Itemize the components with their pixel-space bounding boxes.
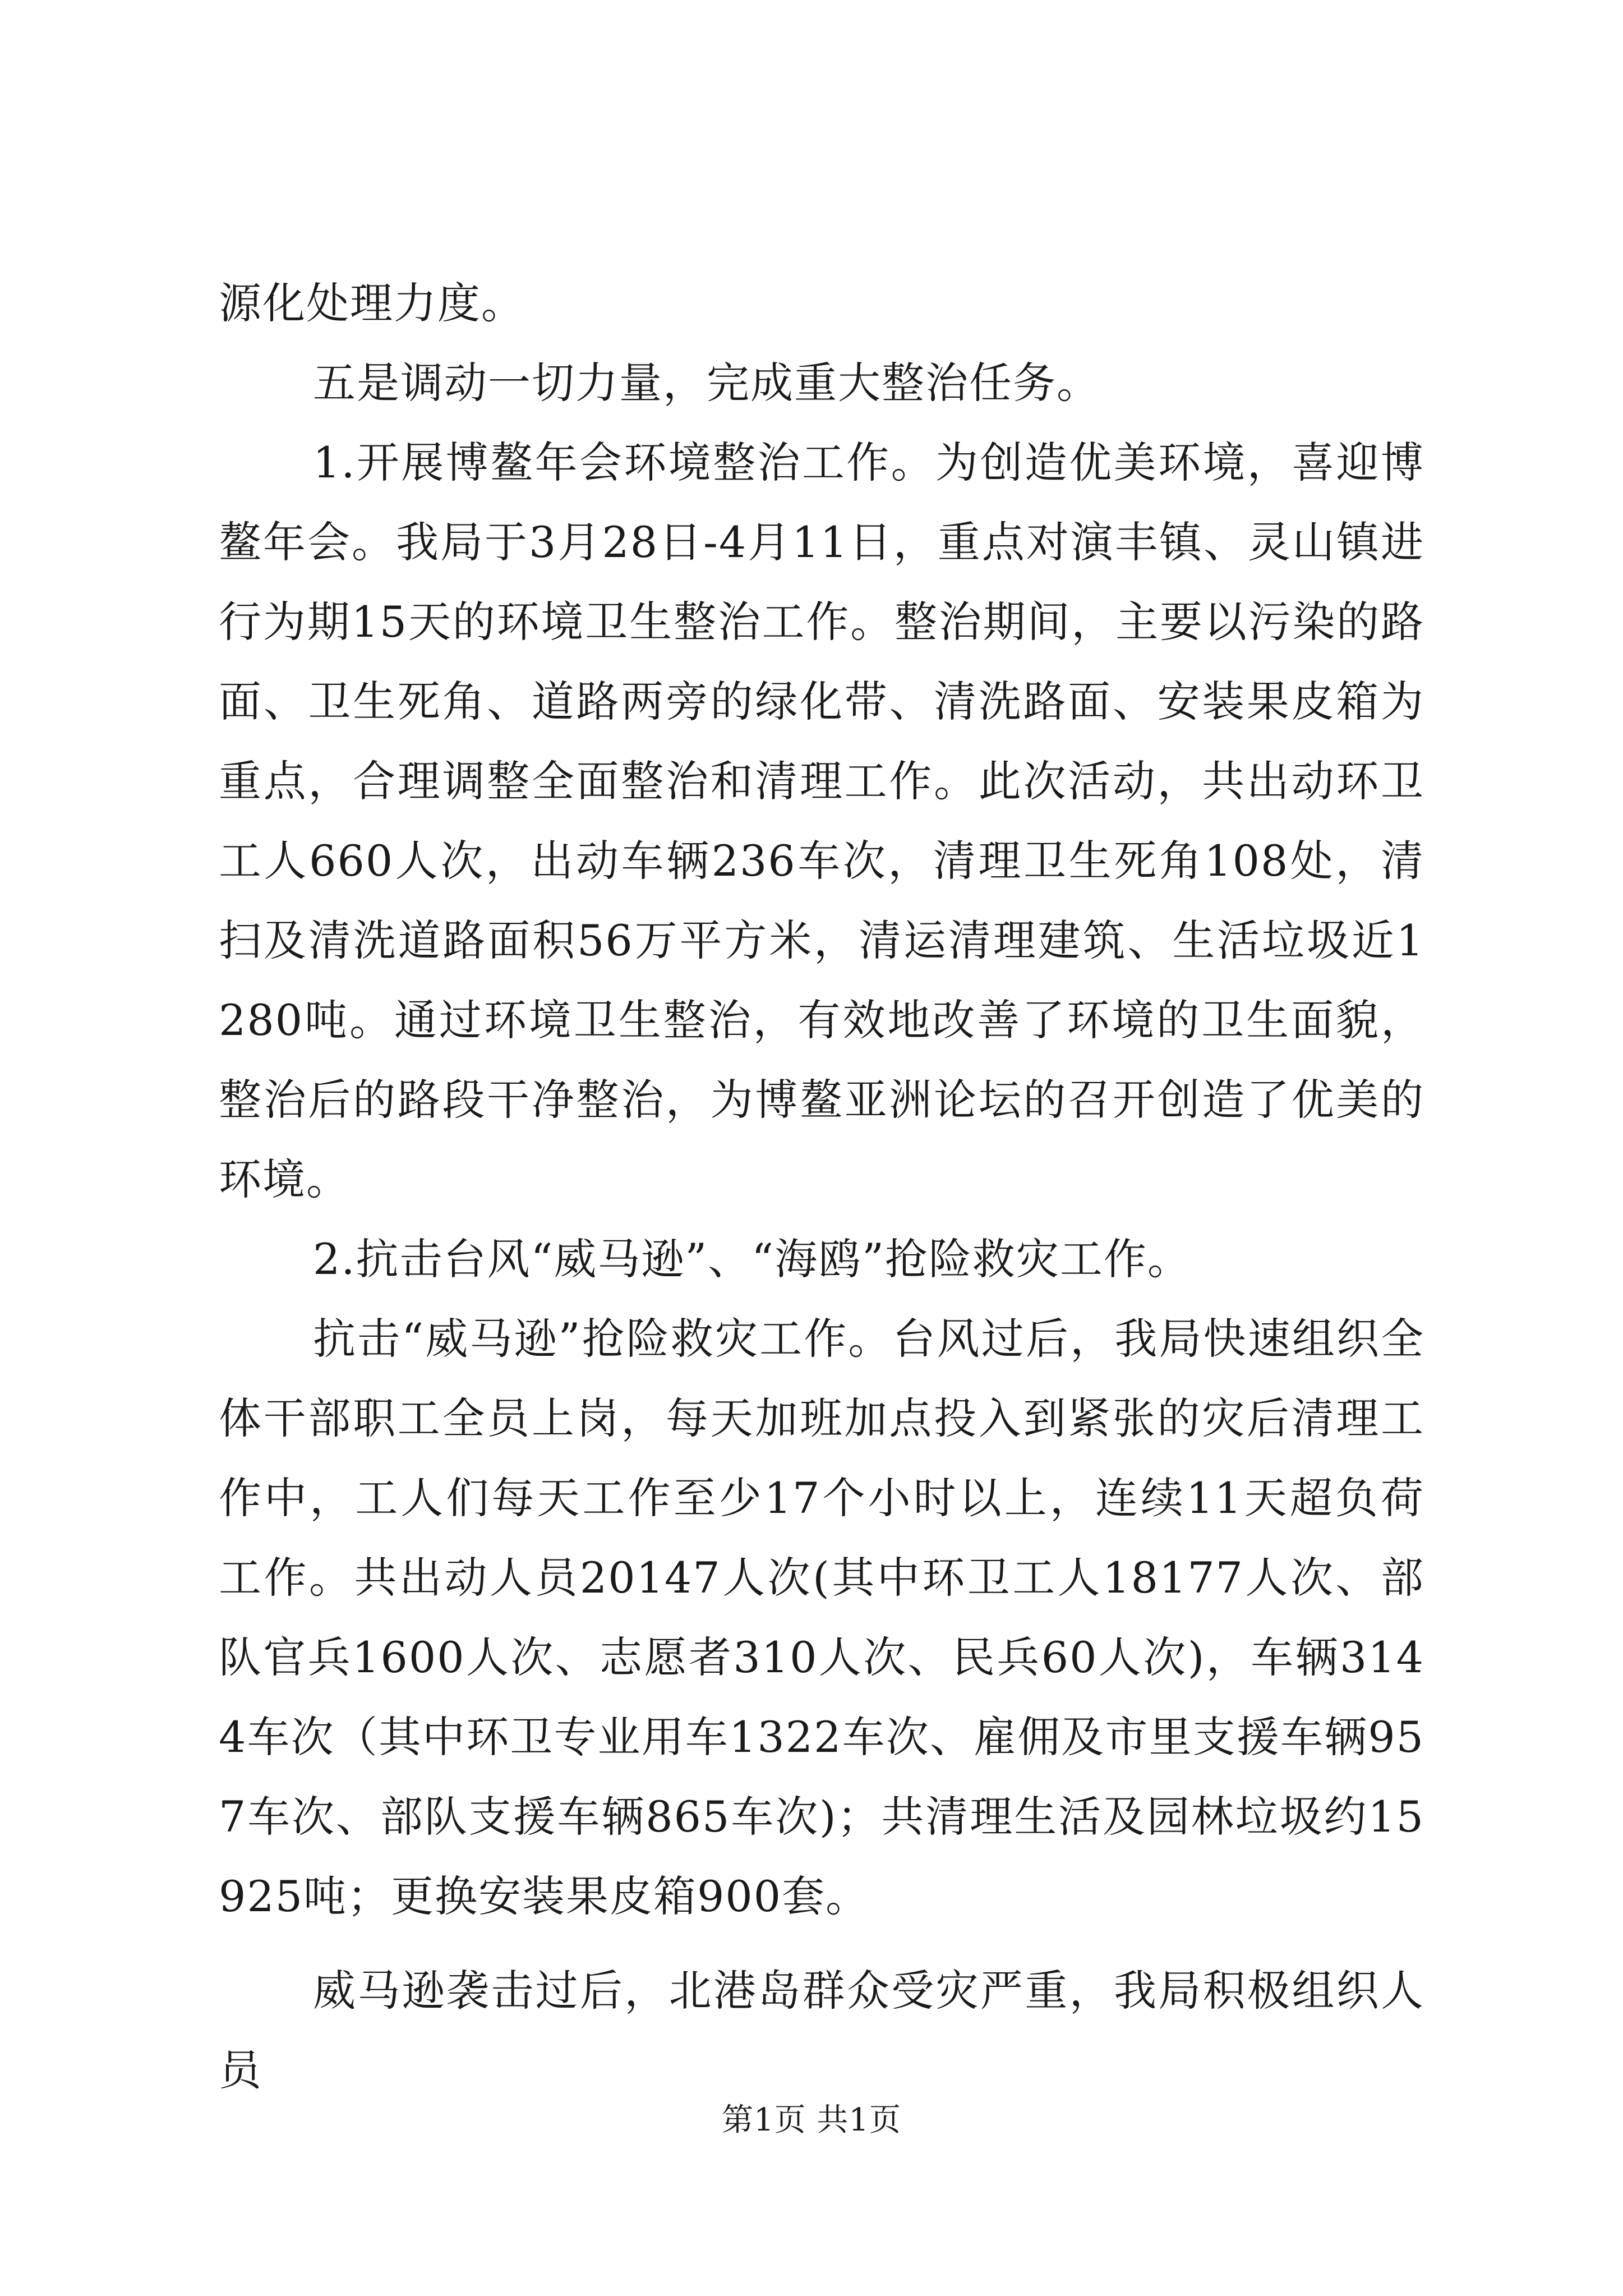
paragraph-typhoon-heading: 2.抗击台风“威马逊”、“海鸥”抢险救灾工作。 <box>313 1234 1191 1284</box>
page-footer: 第1页 共1页 <box>721 2102 902 2138</box>
paragraph-continuation: 源化处理力度。 <box>219 278 525 328</box>
paragraph-boao-cleanup: 1.开展博鳌年会环境整治工作。为创造优美环境，喜迎博鳌年会。我局于3月28日-4月11日，重点对演丰镇、灵山镇进行为期15天的环境卫生整治工作。整治期间，主要以污染的路面、卫生死角、道路两旁的绿化带、清洗路面、安装果皮箱为重点，合理调整全面整治和清理工作。此次活动，共出动环卫工人660人次，出动车辆236车次，清理卫生死角108处，清扫及清洗道路面积56万平方米，清运清理建筑、生活垃圾近1280吨。通过环境卫生整治，有效地改善了环境的卫生面貌，整治后的路段干净整治，为博鳌亚洲论坛的召开创造了优美的环境。 <box>219 438 1424 1204</box>
paragraph-beigang-island: 威马逊袭击过后，北港岛群众受灾严重，我局积极组织人员 <box>219 1966 1424 2095</box>
document-body <box>219 264 1424 2110</box>
paragraph-rammasun-relief: 抗击“威马逊”抢险救灾工作。台风过后，我局快速组织全体干部职工全员上岗，每天加班加点投入到紧张的灾后清理工作中，工人们每天工作至少17个小时以上，连续11天超负荷工作。共出动人员20147人次(其中环卫工人18177人次、部队官兵1600人次、志愿者310人次、民兵60人次)，车辆3144车次（其中环卫专业用车1322车次、雇佣及市里支援车辆957车次、部队支援车辆865车次)；共清理生活及园林垃圾约15925吨；更换安装果皮箱900套。 <box>219 1314 1424 1921</box>
paragraph-task-five: 五是调动一切力量，完成重大整治任务。 <box>313 358 1100 408</box>
